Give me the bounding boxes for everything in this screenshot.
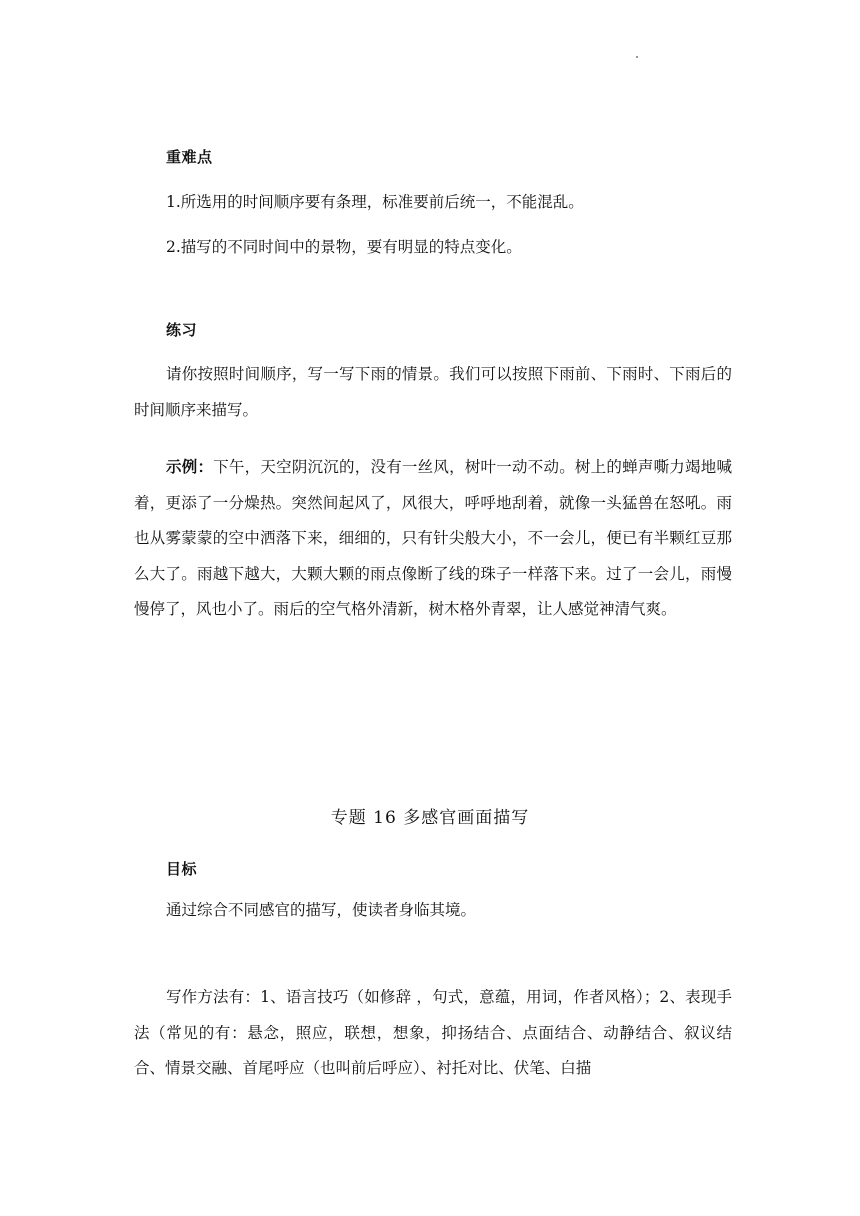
practice-example [134,450,732,628]
example-label: 示例： [166,458,214,476]
header-mark [636,56,638,58]
practice-heading: 练习 [166,321,198,339]
section-title: 专题 16 多感官画面描写 [330,808,530,828]
methods-text: 写作方法有：1、语言技巧（如修辞 ，句式，意蕴，用词，作者风格）；2、表现手法（常见的有：悬念，照应，联想，想象，抑扬结合、点面结合、动静结合、叙议结合、情景交融、首尾呼应（也叫前后呼应）、衬托对比、伏笔、白描 [134,988,732,1077]
example-text: 下午，天空阴沉沉的，没有一丝风，树叶一动不动。树上的蝉声嘶力竭地喊着，更添了一分燥热。突然间起风了，风很大，呼呼地刮着，就像一头猛兽在怒吼。雨也从雾蒙蒙的空中洒落下来，细细的，只有针尖般大小，不一会儿，便已有半颗红豆那么大了。雨越下越大，大颗大颗的雨点像断了线的珠子一样落下来。过了一会儿，雨慢慢停了，风也小了。雨后的空气格外清新，树木格外青翠，让人感觉神清气爽。 [134,458,732,618]
difficulty-point-2: 2.描写的不同时间中的景物，要有明显的特点变化。 [166,238,522,256]
difficulty-point-1: 1.所选用的时间顺序要有条理，标准要前后统一，不能混乱。 [166,193,584,211]
difficulty-heading: 重难点 [166,148,213,166]
goal-heading: 目标 [166,860,198,878]
goal-text: 通过综合不同感官的描写，使读者身临其境。 [166,901,477,919]
practice-prompt: 请你按照时间顺序，写一写下雨的情景。我们可以按照下雨前、下雨时、下雨后的时间顺序来描写。 [134,365,732,419]
